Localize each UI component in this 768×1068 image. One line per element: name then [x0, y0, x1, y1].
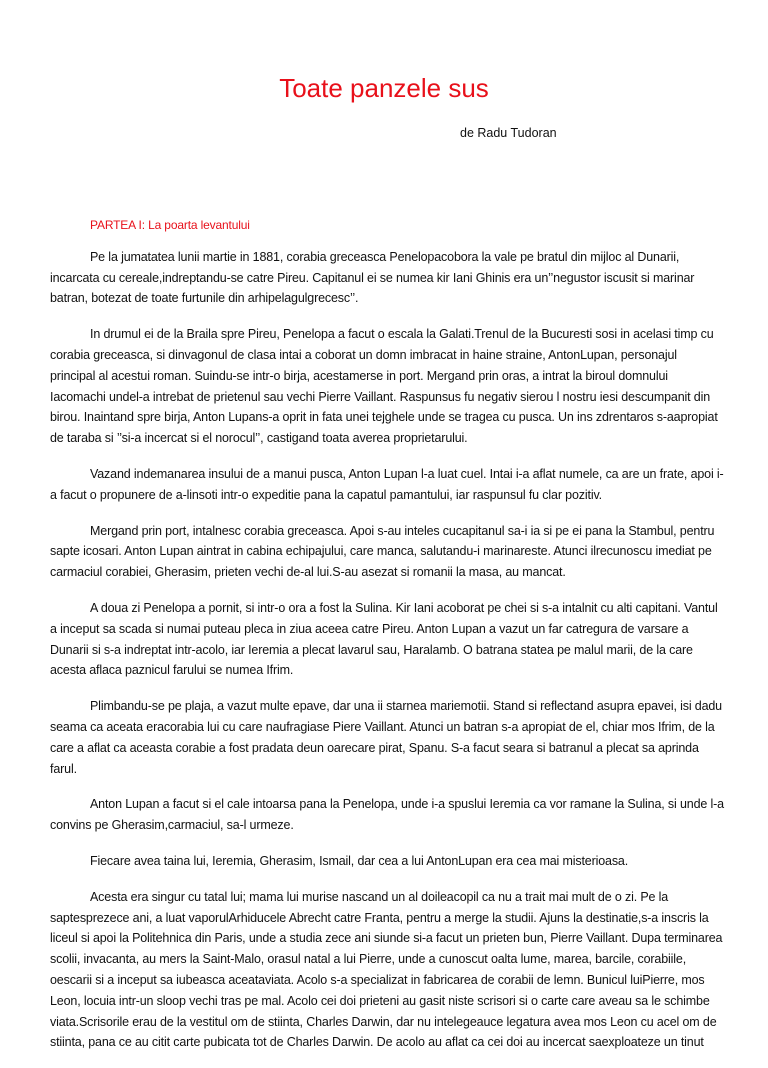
paragraph: In drumul ei de la Braila spre Pireu, Penelopa a facut o escala la Galati.Trenul de la Bucuresti sosi in acelasi timp cu corabia greceasca, si dinvagonul de clasa intai a coborat un domn imbracat in haine straine, AntonLupan, personajul principal al acestui roman. Suindu-se intr-o birja, acestamerse in port. Mergand prin oras, a intrat la biroul domnului Iacomachi undel-a intrebat de prietenul sau vechi Pierre Vaillant. Raspunsus fu negativ sierou l nostru iesi descumpanit din birou. Inaintand spre birja, Anton Lupans-a oprit in fata unei tejghele unde se tragea cu pusca. Un ins zdrentaros s-aapropiat de taraba si ’’si-a incercat si el norocul’’, castigand toata averea proprietarului. [50, 327, 718, 446]
paragraph: Vazand indemanarea insului de a manui pusca, Anton Lupan l-a luat cuel. Intai i-a aflat numele, ca are un frate, apoi i-a facut o propunere de a-linsoti intr-o expeditie pana la capatul pamantului, iar raspunsul fu clar pozitiv. [50, 466, 724, 502]
section-heading: PARTEA I: La poarta levantului [90, 218, 250, 232]
document-author: de Radu Tudoran [460, 126, 557, 140]
paragraph: Pe la jumatatea lunii martie in 1881, corabia greceasca Penelopacobora la vale pe bratul din mijloc al Dunarii, incarcata cu cereale,indreptandu-se catre Pireu. Capitanul ei se numea kir Iani Ghinis era un’’negustor iscusit si marinar batran, botezat de toate furtunile din arhipelagulgrecesc’’. [50, 249, 695, 306]
paragraph: Fiecare avea taina lui, Ieremia, Gherasim, Ismail, dar cea a lui AntonLupan era cea mai misterioasa. [90, 853, 629, 868]
paragraph: A doua zi Penelopa a pornit, si intr-o ora a fost la Sulina. Kir Iani acoborat pe chei si s-a intalnit cu alti capitani. Vantul a inceput sa scada si numai puteau pleca in ziua aceea catre Pireu. Anton Lupan a vazut un far catregura de varsare a Dunarii si s-a indreptat intr-acolo, iar Ieremia a plecat lavarul sau, Haralamb. O batrana statea pe malul marii, de la care acesta aflaca paznicul farului se numea Ifrim. [50, 600, 718, 678]
paragraph: Mergand prin port, intalnesc corabia greceasca. Apoi s-au inteles cucapitanul sa-i ia si pe ei pana la Stambul, pentru sapte icosari. Anton Lupan aintrat in cabina echipajului, care manca, salutandu-i marinareste. Atunci ilrecunoscu imediat pe carmaciul corabiei, Gherasim, prieten vechi de-al lui.S-au asezat si romanii la masa, au mancat. [50, 523, 715, 580]
document-title: Toate panzele sus [279, 73, 489, 103]
paragraph: Acesta era singur cu tatal lui; mama lui murise nascand un al doileacopil ca nu a trait mai mult de o zi. Pe la saptesprezece ani, a luat vaporulArhiducele Abrecht catre Franta, pentru a merge la studii. Ajuns la destinatie,s-a inscris la liceul si apoi la Politehnica din Paris, unde a studia zece ani siunde si-a facut un prieten bun, Pierre Vaillant. Dupa terminarea scolii, invacanta, au mers la Saint-Malo, orasul natal a lui Pierre, unde a cunoscut oalta lume, marea, barcile, corabiile, oescarii si a inceput sa iubeasca aceataviata. Acolo s-a specializat in fabricarea de corabii de lemn. Bunicul luiPierre, mos Leon, locuia intr-un sloop vechi tras pe mal. Acolo cei doi prieteni au gasit niste scrisori si o carte care aveau sa le schimbe viata.Scrisorile erau de la vestitul om de stiinta, Charles Darwin, dar nu intelegeauce legatura avea mos Leon cu acel om de stiinta, pana ce au citit carte pubicata tot de Charles Darwin. De acolo au aflat ca cei doi au incercat saexploateze un tinut [50, 889, 723, 1050]
paragraph: Anton Lupan a facut si el cale intoarsa pana la Penelopa, unde i-a spuslui Ieremia ca vor ramane la Sulina, si unde l-a convins pe Gherasim,carmaciul, sa-l urmeze. [50, 797, 724, 833]
paragraph: Plimbandu-se pe plaja, a vazut multe epave, dar una ii starnea mariemotii. Stand si reflectand asupra epavei, isi dadu seama ca aceata eracorabia lui cu care naufragiase Piere Vaillant. Atunci un batran s-a apropiat de el, chiar mos Ifrim, de la care a aflat ca aceasta corabie a fost pradata deun oarecare pirat, Spanu. S-a facut seara si batranul a plecat sa aprinda farul. [50, 699, 722, 776]
document-body [50, 215, 724, 1068]
